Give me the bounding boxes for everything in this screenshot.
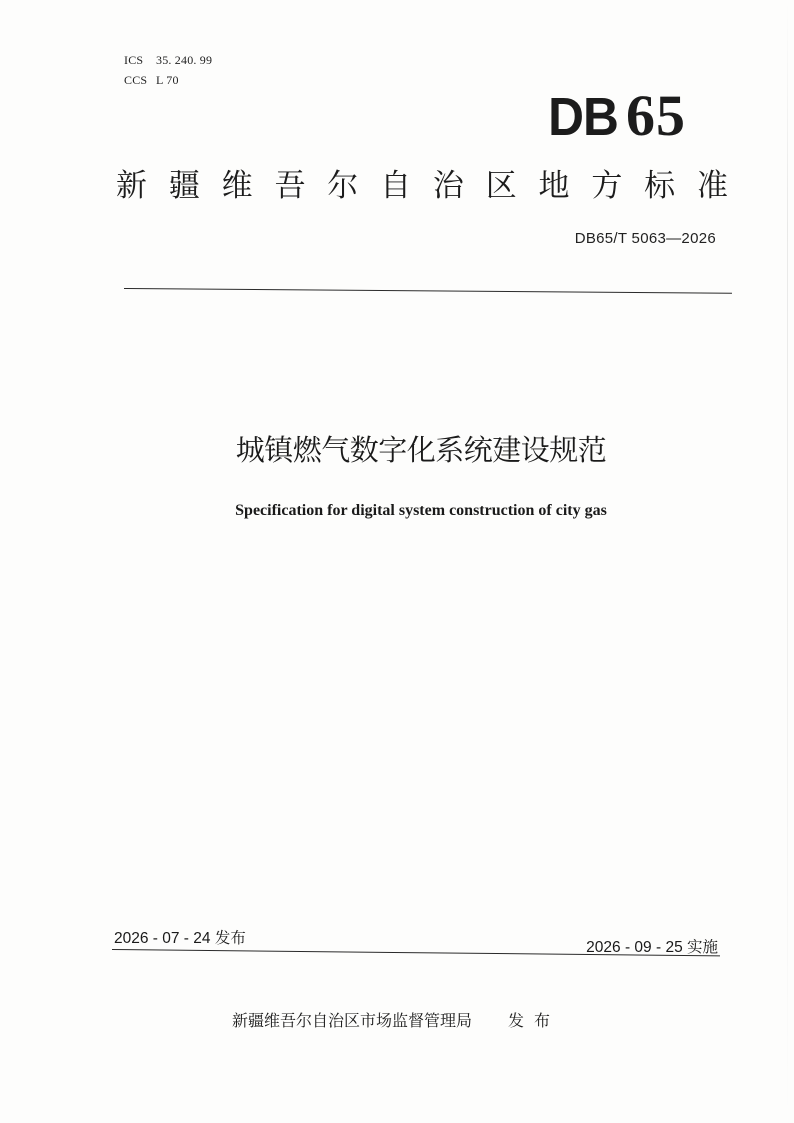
scan-edge-shadow (787, 0, 788, 1123)
category-char: 治 (432, 168, 464, 204)
category-char: 方 (591, 168, 623, 204)
standard-number: DB65/T 5063—2026 (574, 230, 716, 247)
classification-codes (124, 50, 212, 90)
document-subtitle: Specification for digital system construction of city gas (235, 502, 607, 519)
issuing-authority (232, 1008, 560, 1031)
ics-label: ICS (124, 53, 144, 67)
category-char: 尔 (327, 168, 359, 204)
ccs-label: CCS (124, 73, 148, 87)
category-char: 准 (696, 168, 728, 204)
category-char: 标 (644, 168, 676, 204)
ics-code: 35. 240. 99 (156, 53, 213, 67)
category-char: 新 (116, 168, 147, 204)
header-divider (124, 288, 732, 294)
category-char: 吾 (274, 168, 306, 204)
ics-line (124, 50, 212, 70)
db-standard-logo (542, 84, 686, 149)
category-char: 地 (538, 168, 570, 204)
implementation-date: 2026 - 09 - 25 实施 (586, 939, 718, 956)
category-char: 维 (221, 168, 253, 204)
logo-number: 65 (626, 83, 686, 148)
category-char: 自 (380, 168, 412, 204)
category-char: 区 (485, 168, 517, 204)
document-title: 城镇燃气数字化系统建设规范 (235, 433, 607, 467)
standard-category-title (116, 164, 728, 208)
issuer-name: 新疆维吾尔自治区市场监督管理局 (232, 1011, 473, 1030)
issuer-action: 发布 (508, 1011, 561, 1030)
publish-date: 2026 - 07 - 24 发布 (114, 930, 246, 947)
ccs-line (124, 70, 212, 90)
category-char: 疆 (168, 168, 200, 204)
ccs-code: L 70 (156, 73, 179, 87)
logo-prefix: DB (548, 87, 618, 147)
